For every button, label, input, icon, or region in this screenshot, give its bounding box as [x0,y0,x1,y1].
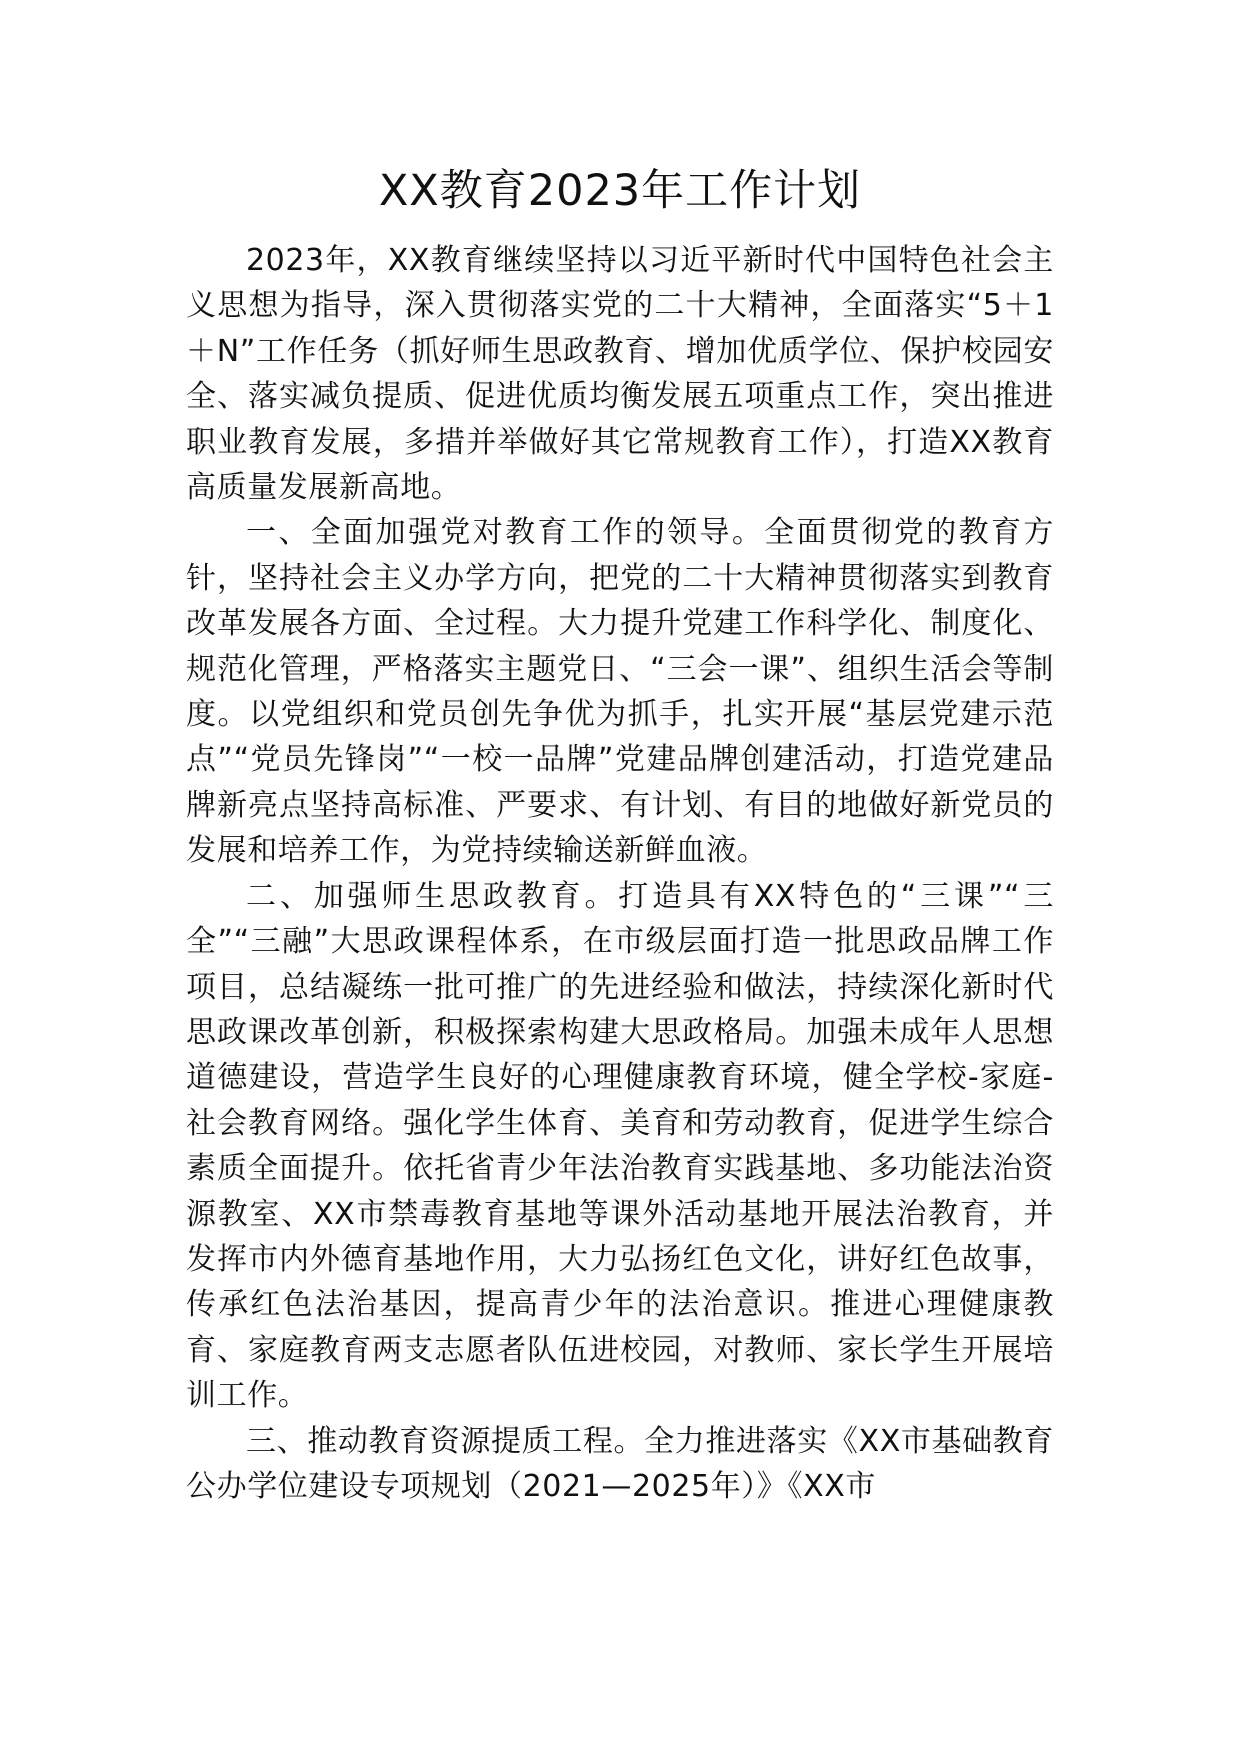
document-page [186,158,1054,1509]
document-body [186,238,1054,1509]
paragraph-section-1: 一、全面加强党对教育工作的领导。全面贯彻党的教育方针，坚持社会主义办学方向，把党的二十大精神贯彻落实到教育改革发展各方面、全过程。大力提升党建工作科学化、制度化、规范化管理，严格落实主题党日、“三会一课”、组织生活会等制度。以党组织和党员创先争优为抓手，扎实开展“基层党建示范点”“党员先锋岗”“一校一品牌”党建品牌创建活动，打造党建品牌新亮点坚持高标准、严要求、有计划、有目的地做好新党员的发展和培养工作，为党持续输送新鲜血液。 [186,515,1054,869]
document-title: XX教育2023年工作计划 [378,166,862,216]
paragraph-intro: 2023年，XX教育继续坚持以习近平新时代中国特色社会主义思想为指导，深入贯彻落实党的二十大精神，全面落实“5＋1＋N”工作任务（抓好师生思政教育、增加优质学位、保护校园安全、落实减负提质、促进优质均衡发展五项重点工作，突出推进职业教育发展，多措并举做好其它常规教育工作），打造XX教育高质量发展新高地。 [186,243,1054,506]
paragraph-section-3: 三、推动教育资源提质工程。全力推进落实《XX市基础教育公办学位建设专项规划（2021—2025年）》《XX市 [186,1423,1054,1504]
paragraph-section-2: 二、加强师生思政教育。打造具有XX特色的“三课”“三全”“三融”大思政课程体系，在市级层面打造一批思政品牌工作项目，总结凝练一批可推广的先进经验和做法，持续深化新时代思政课改革创新，积极探索构建大思政格局。加强未成年人思想道德建设，营造学生良好的心理健康教育环境，健全学校-家庭-社会教育网络。强化学生体育、美育和劳动教育，促进学生综合素质全面提升。依托省青少年法治教育实践基地、多功能法治资源教室、XX市禁毒教育基地等课外活动基地开展法治教育，并发挥市内外德育基地作用，大力弘扬红色文化，讲好红色故事，传承红色法治基因，提高青少年的法治意识。推进心理健康教育、家庭教育两支志愿者队伍进校园，对教师、家长学生开展培训工作。 [186,878,1054,1414]
